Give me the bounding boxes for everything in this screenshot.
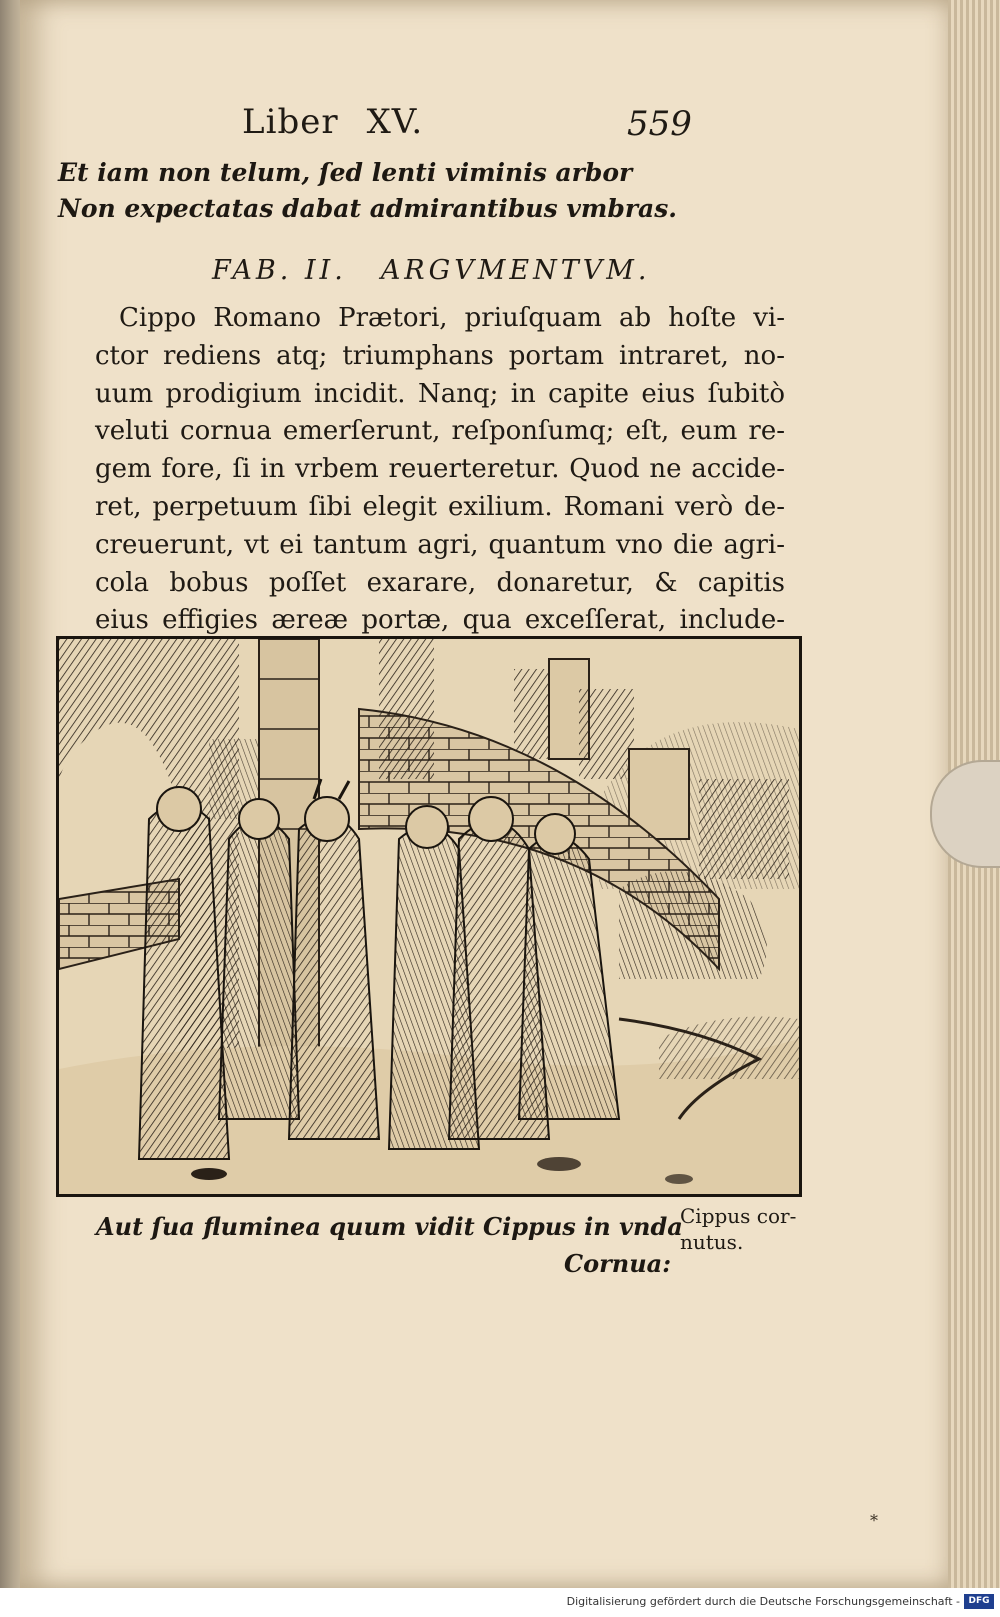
caption-line: Cornua: [564,1249,672,1278]
footer-credit: Digitalisierung gefördert durch die Deutsche Forschungsgemeinschaft - [566,1595,960,1608]
argument-line: Cippo Romano Prætori, priuſquam ab hoſte vi- [119,303,785,333]
argument-line: eius effigies æreæ portæ, qua exceſſerat, include- [95,605,785,636]
fable-number: FAB. II. [212,255,347,286]
verse-line: Non expectatas dabat admirantibus vmbras. [58,194,677,223]
footer-bar [0,1590,1000,1617]
argument-line: gem fore, ſi in vrbem reuerteretur. Quod ne accide- [95,454,785,485]
argument-line: ret, perpetuum ſibi elegit exilium. Romani verò de- [95,491,785,522]
argument-line: uum prodigium incidit. Nanq; in capite eius ſubitò [95,378,785,409]
argument-line: ctor rediens atq; triumphans portam intraret, no- [95,340,785,371]
caption-line: Aut ſua fluminea quum vidit Cippus in vnda [96,1212,683,1241]
argument-line: cola bobus poſſet exarare, donaretur, & capitis [95,567,785,598]
fable-heading [212,255,772,286]
argument-line: veluti cornua emerſerunt, reſponſumq; eſt, eum re- [95,416,785,447]
dfg-logo: DFG [964,1594,994,1609]
verse-lines [58,155,698,227]
marginal-note-line: Cippus cor- [680,1204,797,1228]
running-head-book: Liber [242,102,339,142]
woodcut-illustration [56,636,802,1197]
caption-verse [96,1212,683,1278]
marginal-note-line: nutus. [680,1230,744,1254]
argument-text [95,300,785,678]
running-head [242,102,423,142]
asterisk-mark: * [870,1511,878,1530]
argument-line: creuerunt, vt ei tantum agri, quantum vno die agri- [95,529,785,560]
fable-title: ARGVMENTVM. [380,255,651,286]
marginal-note [680,1203,800,1255]
page-number: 559 [627,104,692,144]
verse-line: Et iam non telum, ſed lenti viminis arbor [58,158,633,187]
running-head-roman: XV. [366,102,424,142]
